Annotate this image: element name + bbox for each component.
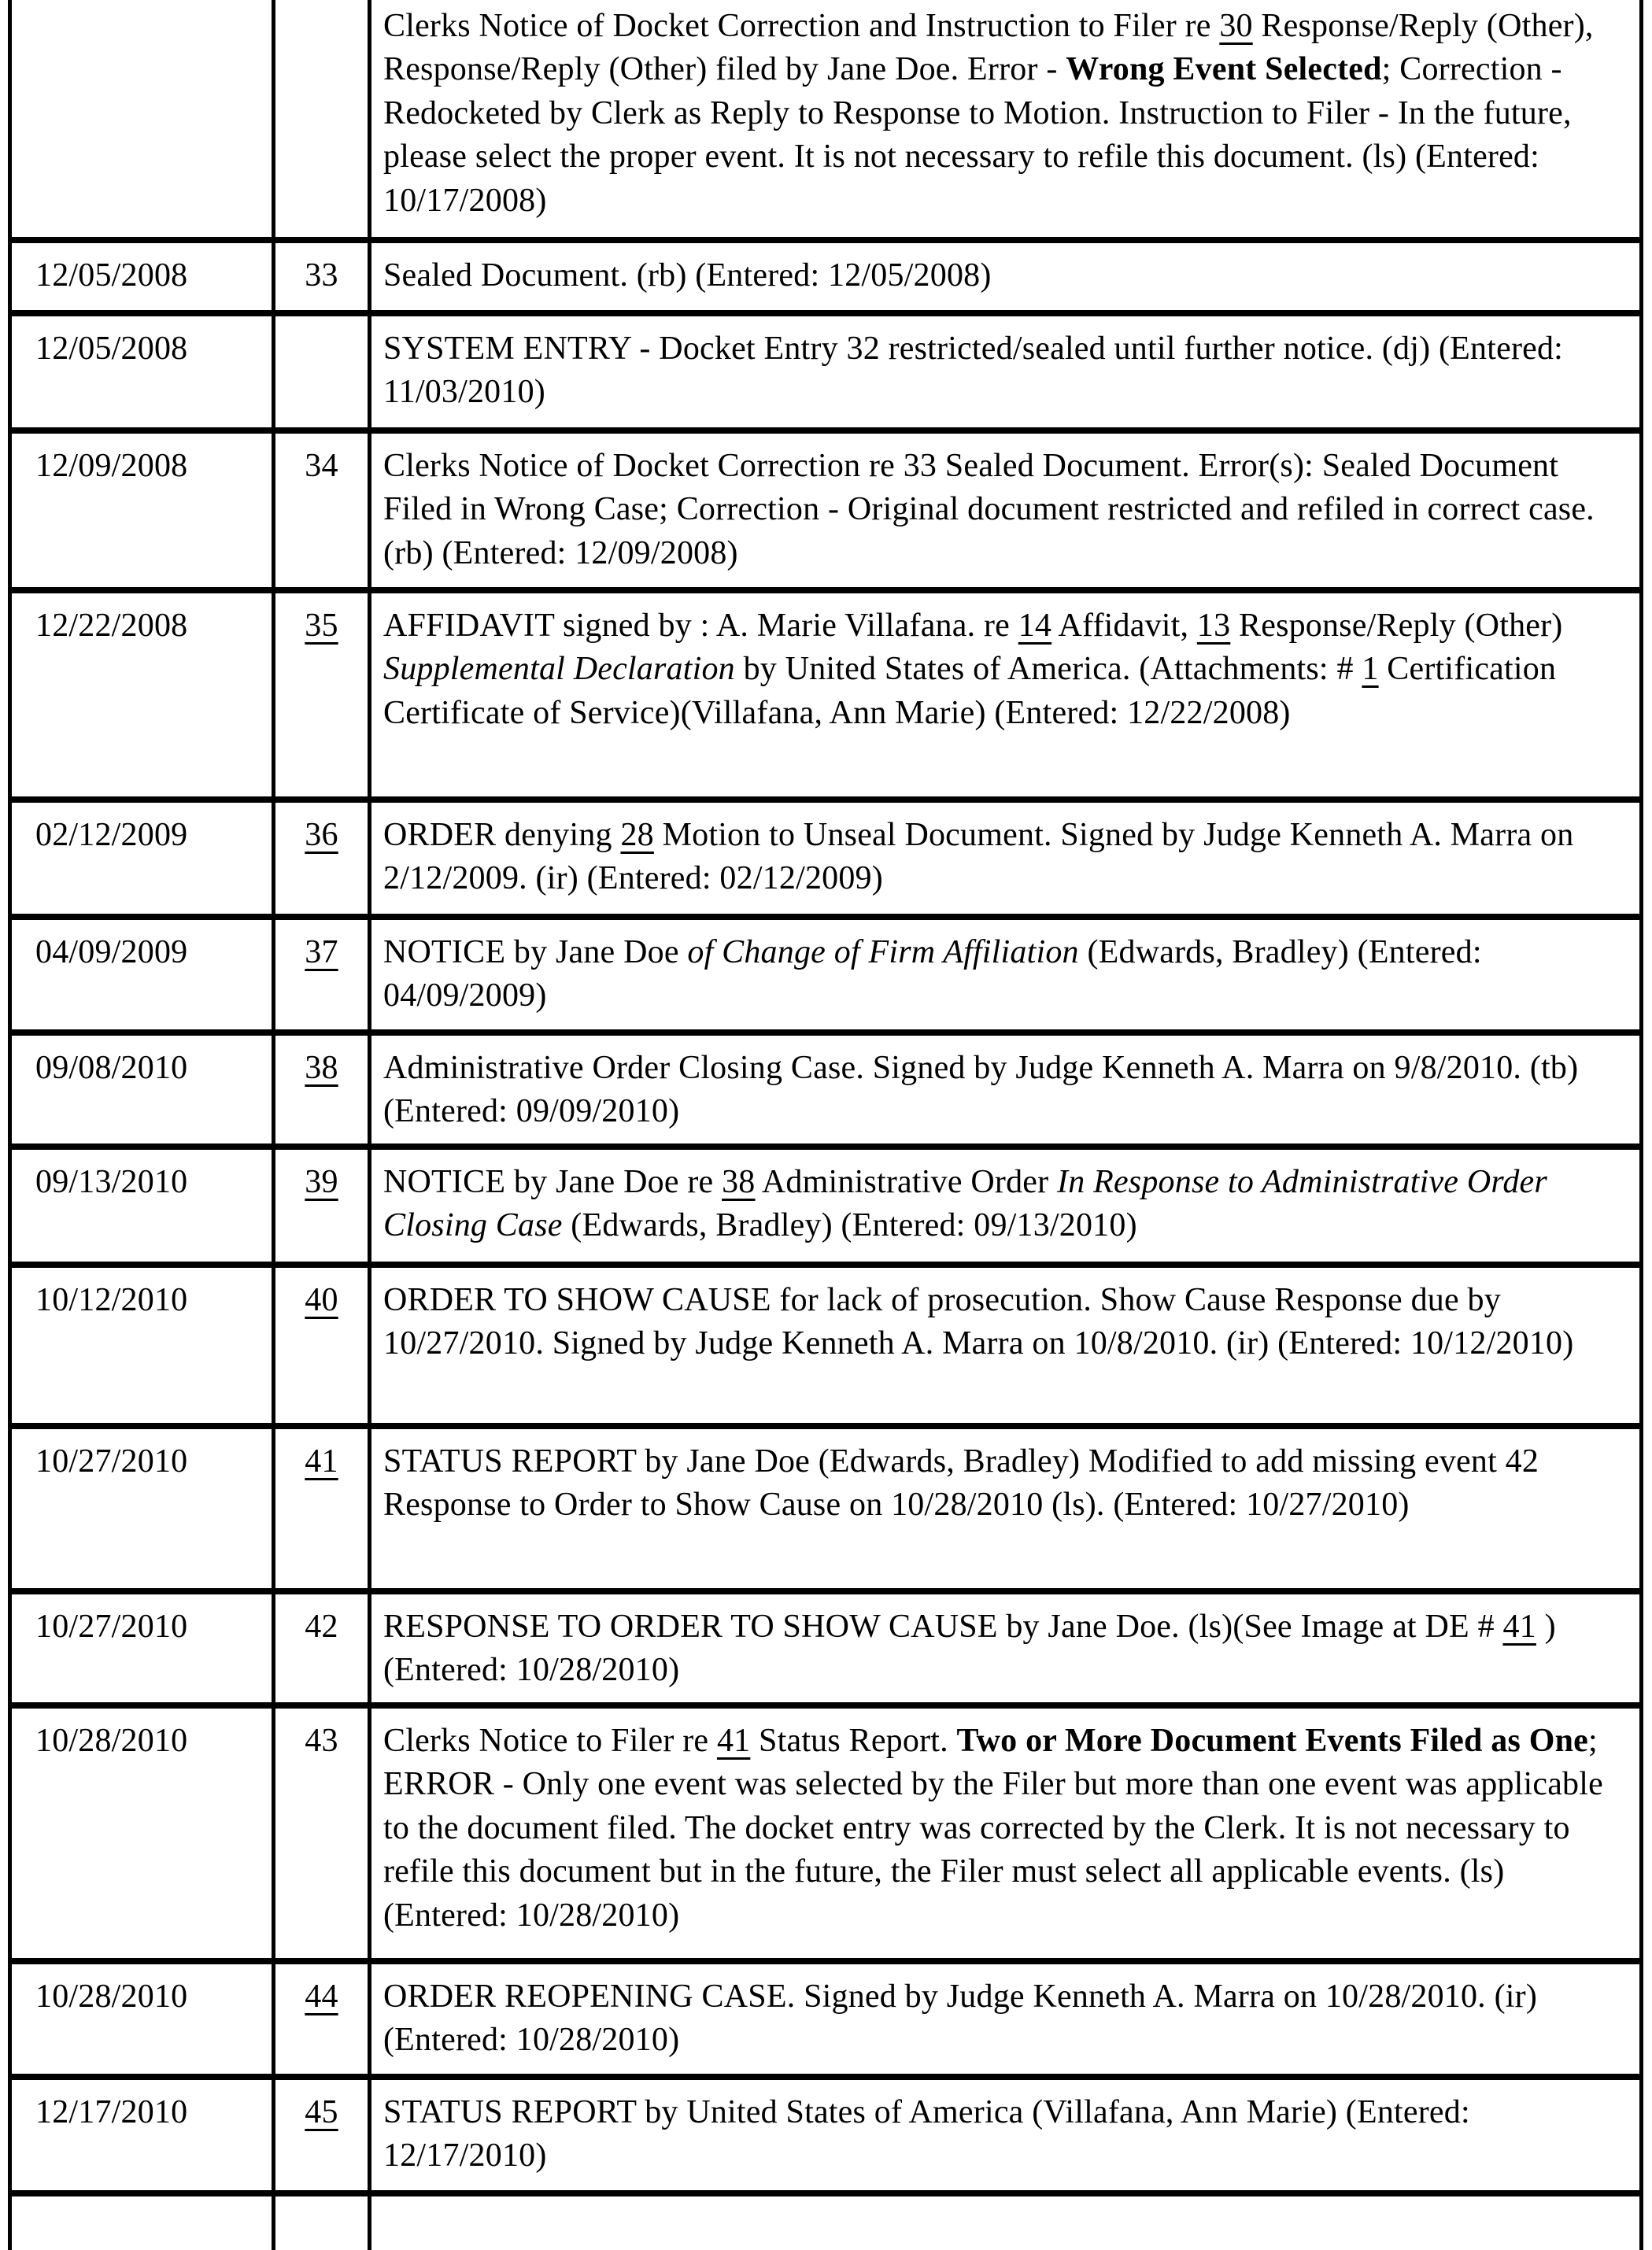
entry-number-link[interactable]: 35 [305, 608, 338, 644]
docket-text: ORDER denying [383, 817, 621, 853]
entry-number-link[interactable]: 44 [305, 1978, 338, 2015]
docket-text-cell [370, 2077, 1642, 2193]
entry-number: 42 [305, 1608, 338, 1645]
entry-number: 33 [305, 257, 338, 294]
entry-number-cell [274, 1033, 370, 1147]
docket-text: Supplemental Declaration [383, 651, 735, 688]
docket-entry-link[interactable]: 28 [620, 817, 654, 853]
docket-text: Clerks Notice to Filer re [383, 1722, 717, 1759]
docket-text-cell [370, 1591, 1642, 1705]
docket-text: Motion to Unseal Document. Signed by Judge Kenneth A. Marra on 2/12/2009. (ir) (Entered: 02/12/2009) [383, 817, 1574, 897]
entry-date: 02/12/2009 [35, 817, 188, 853]
docket-row [10, 590, 1642, 800]
docket-row [10, 1591, 1642, 1705]
entry-number-cell [274, 430, 370, 590]
docket-text: STATUS REPORT by United States of America (Villafana, Ann Marie) (Entered: 12/17/2010) [383, 2093, 1470, 2174]
date-cell [10, 240, 274, 313]
docket-text: of Change of Firm Affiliation [687, 934, 1079, 970]
docket-row [10, 2077, 1642, 2193]
docket-text: AFFIDAVIT signed by : A. Marie Villafana. re [383, 608, 1018, 644]
docket-text-cell [370, 313, 1642, 430]
entry-number-cell [274, 2193, 370, 2250]
date-cell [10, 590, 274, 800]
docket-text-cell [370, 1147, 1642, 1265]
entry-number-link[interactable]: 39 [305, 1163, 338, 1200]
date-cell [10, 1705, 274, 1961]
entry-date: 04/09/2009 [35, 934, 188, 970]
docket-entry-link[interactable]: 14 [1018, 608, 1052, 644]
entry-number-cell [274, 590, 370, 800]
date-cell [10, 313, 274, 430]
entry-number-cell [274, 2077, 370, 2193]
date-cell [10, 1961, 274, 2077]
docket-text: In Response to Administrative Order Closing Case [383, 1163, 1547, 1244]
docket-text: (Edwards, Bradley) (Entered: 09/13/2010) [562, 1207, 1137, 1244]
docket-row [10, 240, 1642, 313]
docket-text: ORDER TO SHOW CAUSE for lack of prosecution. Show Cause Response due by 10/27/2010. Signed by Judge Kenneth A. Marra on 10/8/2010. (ir) (Entered: 10/12/2010) [383, 1281, 1574, 1362]
docket-entry-link[interactable]: 38 [722, 1163, 756, 1200]
docket-text-cell [370, 917, 1642, 1033]
entry-date: 09/13/2010 [35, 1163, 188, 1200]
date-cell [10, 1033, 274, 1147]
docket-row [10, 430, 1642, 590]
docket-text: SYSTEM ENTRY - Docket Entry 32 restricted/sealed until further notice. (dj) (Entered: 11/03/2010) [383, 331, 1564, 411]
entry-date: 10/27/2010 [35, 1443, 188, 1480]
date-cell [10, 430, 274, 590]
docket-text: Administrative Order Closing Case. Signed by Judge Kenneth A. Marra on 9/8/2010. (tb) (Entered: 09/09/2010) [383, 1050, 1579, 1130]
entry-number: 43 [305, 1722, 338, 1759]
docket-text: RESPONSE TO ORDER TO SHOW CAUSE by Jane Doe. (ls)(See Image at DE # [383, 1608, 1503, 1645]
entry-date: 12/05/2008 [35, 257, 188, 294]
docket-table [8, 0, 1643, 2250]
date-cell [10, 917, 274, 1033]
entry-date: 12/22/2008 [35, 608, 188, 644]
date-cell [10, 1147, 274, 1265]
docket-text: NOTICE by Jane Doe [383, 934, 688, 970]
docket-text: Administrative Order [755, 1163, 1058, 1200]
docket-text: Sealed Document. (rb) (Entered: 12/05/2008) [383, 257, 992, 294]
docket-entry-link[interactable]: 41 [716, 1722, 751, 1759]
entry-number-link[interactable]: 41 [305, 1443, 338, 1480]
docket-text: Response/Reply (Other) [1230, 608, 1563, 644]
docket-text-cell [370, 1961, 1642, 2077]
docket-row [10, 0, 1642, 240]
entry-number-cell [274, 917, 370, 1033]
docket-text: ) (Entered: 10/28/2010) [383, 1608, 1556, 1689]
docket-row [10, 1961, 1642, 2077]
entry-number-cell [274, 1591, 370, 1705]
entry-number: 34 [305, 448, 338, 484]
entry-date: 10/27/2010 [35, 1608, 188, 1645]
docket-entry-link[interactable]: 41 [1502, 1608, 1536, 1645]
docket-text: ORDER REOPENING CASE. Signed by Judge Kenneth A. Marra on 10/28/2010. (ir) (Entered: 10/28/2010) [383, 1978, 1538, 2059]
docket-text: Wrong Event Selected [1066, 51, 1382, 88]
docket-text: Certification Certificate of Service)(Villafana, Ann Marie) (Entered: 12/22/2008) [383, 651, 1557, 731]
docket-text-cell [370, 430, 1642, 590]
entry-number-cell [274, 1147, 370, 1265]
entry-number-cell [274, 1705, 370, 1961]
docket-row [10, 1147, 1642, 1265]
date-cell [10, 1426, 274, 1591]
entry-number-cell [274, 240, 370, 313]
docket-row [10, 2193, 1642, 2250]
entry-number-cell [274, 1961, 370, 2077]
entry-number-cell [274, 800, 370, 917]
docket-text-cell [370, 1033, 1642, 1147]
entry-date: 10/28/2010 [35, 1978, 188, 2015]
date-cell [10, 1591, 274, 1705]
entry-date: 10/28/2010 [35, 1722, 188, 1759]
entry-date: 10/12/2010 [35, 1281, 188, 1318]
docket-row [10, 917, 1642, 1033]
docket-text: Clerks Notice of Docket Correction re 33 Sealed Document. Error(s): Sealed Document Filed in Wrong Case; Correction - Original document restricted and refiled in correct case. (rb) (Entered: 12/09/2008) [383, 448, 1595, 571]
docket-text: Clerks Notice of Docket Correction and Instruction to Filer re [383, 8, 1220, 44]
docket-text: Two or More Document Events Filed as One [956, 1722, 1588, 1759]
docket-text: (Edwards, Bradley) (Entered: 04/09/2009) [383, 934, 1482, 1014]
docket-text-cell [370, 1426, 1642, 1591]
docket-text-cell [370, 2193, 1642, 2250]
docket-text: NOTICE by Jane Doe re [383, 1163, 723, 1200]
docket-row [10, 313, 1642, 430]
entry-number-link[interactable]: 38 [305, 1050, 338, 1086]
entry-number-link[interactable]: 37 [305, 934, 338, 970]
entry-number-cell [274, 1426, 370, 1591]
docket-row [10, 1705, 1642, 1961]
docket-text-cell [370, 800, 1642, 917]
date-cell [10, 2193, 274, 2250]
docket-text: ; Correction - Redocketed by Clerk as Reply to Response to Motion. Instruction to Filer - In the future, please select the proper event. It is not necessary to refile this document. (ls) (Entered: 10/17/2008) [383, 51, 1572, 219]
docket-entry-link[interactable]: 30 [1219, 8, 1253, 44]
docket-text-cell [370, 0, 1642, 240]
docket-text-cell [370, 1265, 1642, 1426]
date-cell [10, 800, 274, 917]
docket-row [10, 1033, 1642, 1147]
docket-text: Response/Reply (Other), Response/Reply (Other) filed by Jane Doe. Error - [383, 8, 1594, 88]
entry-number-link[interactable]: 36 [305, 817, 338, 853]
docket-entry-link[interactable]: 13 [1196, 608, 1231, 644]
docket-row [10, 1426, 1642, 1591]
docket-text: Status Report. [750, 1722, 957, 1759]
entry-number-cell [274, 0, 370, 240]
date-cell [10, 0, 274, 240]
docket-row [10, 800, 1642, 917]
entry-date: 09/08/2010 [35, 1050, 188, 1086]
docket-text-cell [370, 1705, 1642, 1961]
entry-number-link[interactable]: 45 [305, 2093, 338, 2130]
docket-text: Affidavit, [1051, 608, 1197, 644]
docket-text-cell [370, 240, 1642, 313]
docket-text: ; ERROR - Only one event was selected by the Filer but more than one event was applicable to the document filed. The docket entry was corrected by the Clerk. It is not necessary to refile this document but in the future, the Filer must select all applicable events. (ls) (Entered: 10/28/2010) [383, 1722, 1603, 1934]
entry-number-cell [274, 313, 370, 430]
date-cell [10, 1265, 274, 1426]
entry-date: 12/09/2008 [35, 448, 188, 484]
docket-entry-link[interactable]: 1 [1362, 651, 1379, 688]
entry-date: 12/17/2010 [35, 2093, 188, 2130]
docket-text-cell [370, 590, 1642, 800]
entry-number-cell [274, 1265, 370, 1426]
docket-text: STATUS REPORT by Jane Doe (Edwards, Bradley) Modified to add missing event 42 Response to Order to Show Cause on 10/28/2010 (ls). (Entered: 10/27/2010) [383, 1443, 1539, 1524]
entry-number-link[interactable]: 40 [305, 1281, 338, 1318]
date-cell [10, 2077, 274, 2193]
docket-text: by United States of America. (Attachments: # [734, 651, 1362, 688]
entry-date: 12/05/2008 [35, 331, 188, 367]
docket-row [10, 1265, 1642, 1426]
